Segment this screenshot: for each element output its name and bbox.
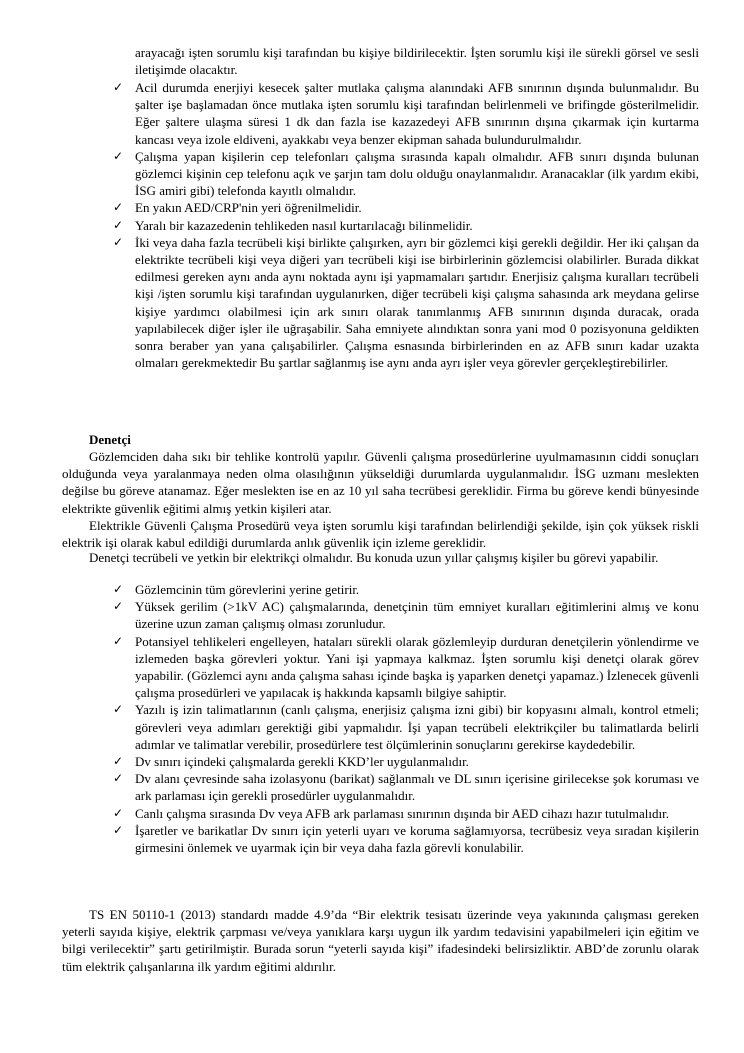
denetci-paragraph-2: Elektrikle Güvenli Çalışma Prosedürü veya işten sorumlu kişi tarafından belirlendiği şekilde, işin çok yüksek riskli elektrik işi olarak kabul edildiği durumlarda anlık güvenlik için izleme gereklidir. [62,518,699,551]
check-mark-icon: ✓ [113,234,124,249]
list-item: ✓ İşaretler ve barikatlar Dv sınırı için yeterli uyarı ve koruma sağlamıyorsa, tecrübesiz veya sıradan kişilerin girmesini önlemek ve uyarmak için bir veya daha fazla görevli konulabilir. [113,822,699,856]
final-paragraph: TS EN 50110-1 (2013) standardı madde 4.9’da “Bir elektrik tesisatı üzerinde veya yakınında çalışması gereken yeterli sayıda kişiye, elektrik çarpması ve/veya yanıklara karşı uygun ilk yardım tedavisini yapabilmeleri için eğitim ve bilgi verilecektir” şartı getirilmiştir. Burada sorun “yeterli sayıda kişi” ifadesindeki belirsizliktir. ABD’de zorunlu olarak tüm elektrik çalışanlarına ilk yardım eğitimi aldırılır. [62,907,699,974]
check-mark-icon: ✓ [113,771,124,786]
check-mark-icon: ✓ [113,633,124,648]
denetci-paragraph-1: Gözlemciden daha sıkı bir tehlike kontrolü yapılır. Güvenli çalışma prosedürlerine uyulmamasının ciddi sonuçları olduğunda veya yaralanmaya neden olma olasılığının yükseldiği durumlarda uygulanmalıdır. İSG uzmanı meslekten değilse bu göreve atanamaz. Eğer meslekten ise en az 10 yıl saha tecrübesi gereklidir. Firma bu göreve kendi bünyesinde elektrikte güvenlik eğitimi almış yetkin kişileri atar. [62,449,699,516]
check-mark-icon: ✓ [113,217,124,232]
list-item: ✓ Çalışma yapan kişilerin cep telefonları çalışma sırasında kapalı olmalıdır. AFB sınırı dışında bulunan gözlemci kişinin cep telefonu açık ve şarjın tam dolu olduğu onaylanmalıdır. Aranacaklar (ilk yardım ekibi, İSG amiri gibi) telefonda kayıtlı olmalıdır. [113,148,699,199]
checklist-2 [113,581,699,856]
check-mark-icon: ✓ [113,754,124,769]
check-mark-icon: ✓ [113,822,124,837]
check-mark-icon: ✓ [113,599,124,614]
continuation-text: arayacağı işten sorumlu kişi tarafından bu kişiye bildirilecektir. İşten sorumlu kişi ile sürekli görsel ve sesli iletişimde olacaktır. [135,45,699,78]
list-item: ✓ Dv alanı çevresinde saha izolasyonu (barikat) sağlanmalı ve DL sınırı içerisine girilecekse şok koruması ve ark parlaması için gerekli prosedürler uygulanmalıdır. [113,771,699,804]
check-mark-icon: ✓ [113,805,124,820]
checklist-1 [113,79,699,371]
check-mark-icon: ✓ [113,582,124,596]
check-mark-icon: ✓ [113,80,124,94]
check-mark-icon: ✓ [113,702,124,717]
list-item: ✓ En yakın AED/CRP'nin yeri öğrenilmelidir. [113,200,362,216]
check-mark-icon: ✓ [113,200,124,215]
check-mark-icon: ✓ [113,148,124,163]
list-item: ✓ Yazılı iş izin talimatlarının (canlı çalışma, enerjisiz çalışma izni gibi) bir kopyasını almalı, kontrol etmeli; görevleri veya adımları gerektiği gibi yapmalıdır. İşi yapan tecrübeli elektrikçiler bu talimatlarda belirli adımlar ve talimatlar verebilir, prosedürlere test ölçümlerinin sonuçlarını gerekirse kaydedebilir. [113,702,699,752]
list-item: ✓ Dv sınırı içindeki çalışmalarda gerekli KKD’ler uygulanmalıdır. [113,754,469,770]
denetci-paragraph-3: Denetçi tecrübeli ve yetkin bir elektrikçi olmalıdır. Bu konuda uzun yıllar çalışmış kişiler bu görevi yapabilir. [89,550,659,565]
list-item: ✓ Canlı çalışma sırasında Dv veya AFB ark parlaması sınırının dışında bir AED cihazı hazır tutulmalıdır. [113,805,669,821]
list-item: ✓ Yaralı bir kazazedenin tehlikeden nasıl kurtarılacağı bilinmelidir. [113,217,473,233]
list-item: ✓ Acil durumda enerjiyi kesecek şalter mutlaka çalışma alanındaki AFB sınırının dışında bulunmalıdır. Bu şalter işe başlamadan önce mutlaka işten sorumlu kişi tarafından belirlenmeli ve brifingde gösterilmelidir. Eğer şaltere ulaşma süresi 1 dk dan fazla ise kazazedeyi AFB sınırının dışına çıkarmak için kurtarma kancası veya izole eldiveni, ayakkabı veya benzer ekipman sahada bulundurulmalıdır. [113,80,699,147]
list-item: ✓ İki veya daha fazla tecrübeli kişi birlikte çalışırken, ayrı bir gözlemci kişi gerekli değildir. Her iki çalışan da elektrikte tecrübeli kişi veya diğeri yarı tecrübeli kişi ise birbirlerinin gözlemcisi olabilirler. Burada dikkat edilmesi gereken aynı anda aynı noktada aynı işi yapmamaları şartıdır. Enerjisiz çalışma kuralları tecrübeli kişi /işten sorumlu kişi tarafından uygulanırken, diğer tecrübeli kişi çalışma sahasında ark meydana gelirse kişiye yardımcı olabilmesi için ark sınırı olarak tanımlanmış AFB sınırının dışında duracak, orada yapılabilecek diğer işler ile uğraşabilir. Saha emniyete alındıktan sonra yani mod 0 pozisyonuna geldikten sonra beraber yan yana çalışabilirler. Çalışma esnasında birbirlerinden en az AFB sınırı kadar uzakta olmaları gerekmektedir Bu şartlar sağlanmış ise aynı anda ayrı işler veya görevler gerçekleştirebilirler. [113,234,699,371]
list-item: ✓ Potansiyel tehlikeleri engelleyen, hataları sürekli olarak gözlemleyip durduran denetçilerin yönlendirme ve izlemeden başka görevleri yoktur. Yani işi yapmaya kalkmaz. İşten sorumlu kişi denetçi olarak görev yapabilir. (Gözlemci aynı anda çalışma sahası içinde başka iş yaparken denetçi yapamaz.) İzlenecek güvenli çalışma prosedürleri ve yapılacak iş hakkında kapsamlı bilgiye sahiptir. [113,633,699,701]
list-item: ✓ Yüksek gerilim (>1kV AC) çalışmalarında, denetçinin tüm emniyet kuralları eğitimlerini almış ve konu üzerine uzun zaman çalışmış olması zorunludur. [113,599,699,632]
list-item: ✓ Gözlemcinin tüm görevlerini yerine getirir. [113,582,360,597]
section-heading: Denetçi [89,432,131,447]
